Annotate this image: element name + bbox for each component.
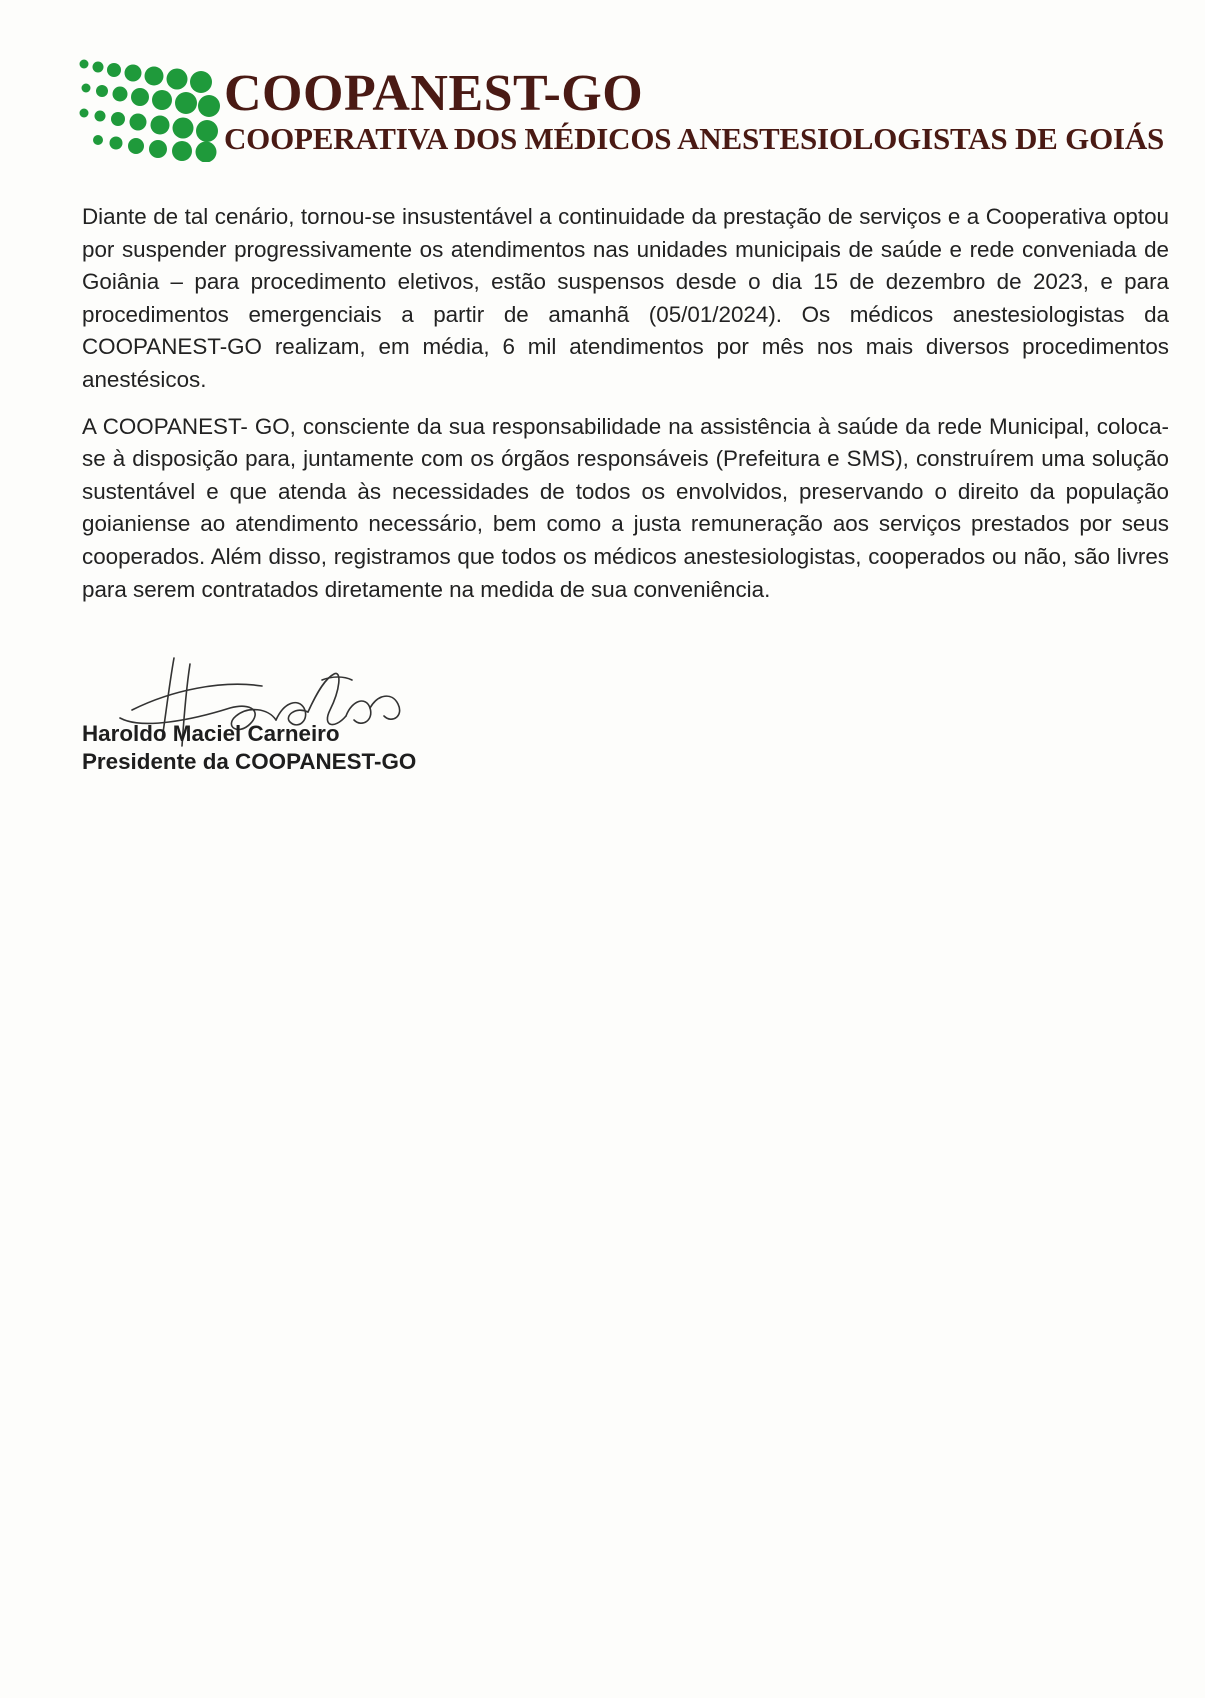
letterhead [78,58,1178,168]
brand-subtitle: COOPERATIVA DOS MÉDICOS ANESTESIOLOGISTAS DE GOIÁS [224,121,1165,156]
body-paragraph: A COOPANEST- GO, consciente da sua responsabilidade na assistência à saúde da rede Municipal, coloca-se à disposição para, juntamente com os órgãos responsáveis (Prefeitura e SMS), construírem uma solução sustentável e que atenda às necessidades de todos os envolvidos, preservando o direito da população goianiense ao atendimento necessário, bem como a justa remuneração aos serviços prestados por seus cooperados. Além disso, registramos que todos os médicos anestesiologistas, cooperados ou não, são livres para serem contratados diretamente na medida de sua conveniência. [82,413,1169,602]
signer-title: Presidente da COOPANEST-GO [82,749,417,774]
signature-block [82,650,682,780]
letter-body [82,201,1169,620]
body-paragraph: Diante de tal cenário, tornou-se insustentável a continuidade da prestação de serviços e a Cooperativa optou por suspender progressivamente os atendimentos nas unidades municipais de saúde e rede conveniada de Goiânia – para procedimento eletivos, estão suspensos desde o dia 15 de dezembro de 2023, e para procedimentos emergenciais a partir de amanhã (05/01/2024). Os médicos anestesiologistas da COOPANEST-GO realizam, em média, 6 mil atendimentos por mês nos mais diversos procedimentos anestésicos. [82,204,1169,392]
coopanest-logo-icon [78,58,228,162]
signer-name: Haroldo Maciel Carneiro [82,721,340,746]
brand-name: COOPANEST-GO [224,65,644,122]
